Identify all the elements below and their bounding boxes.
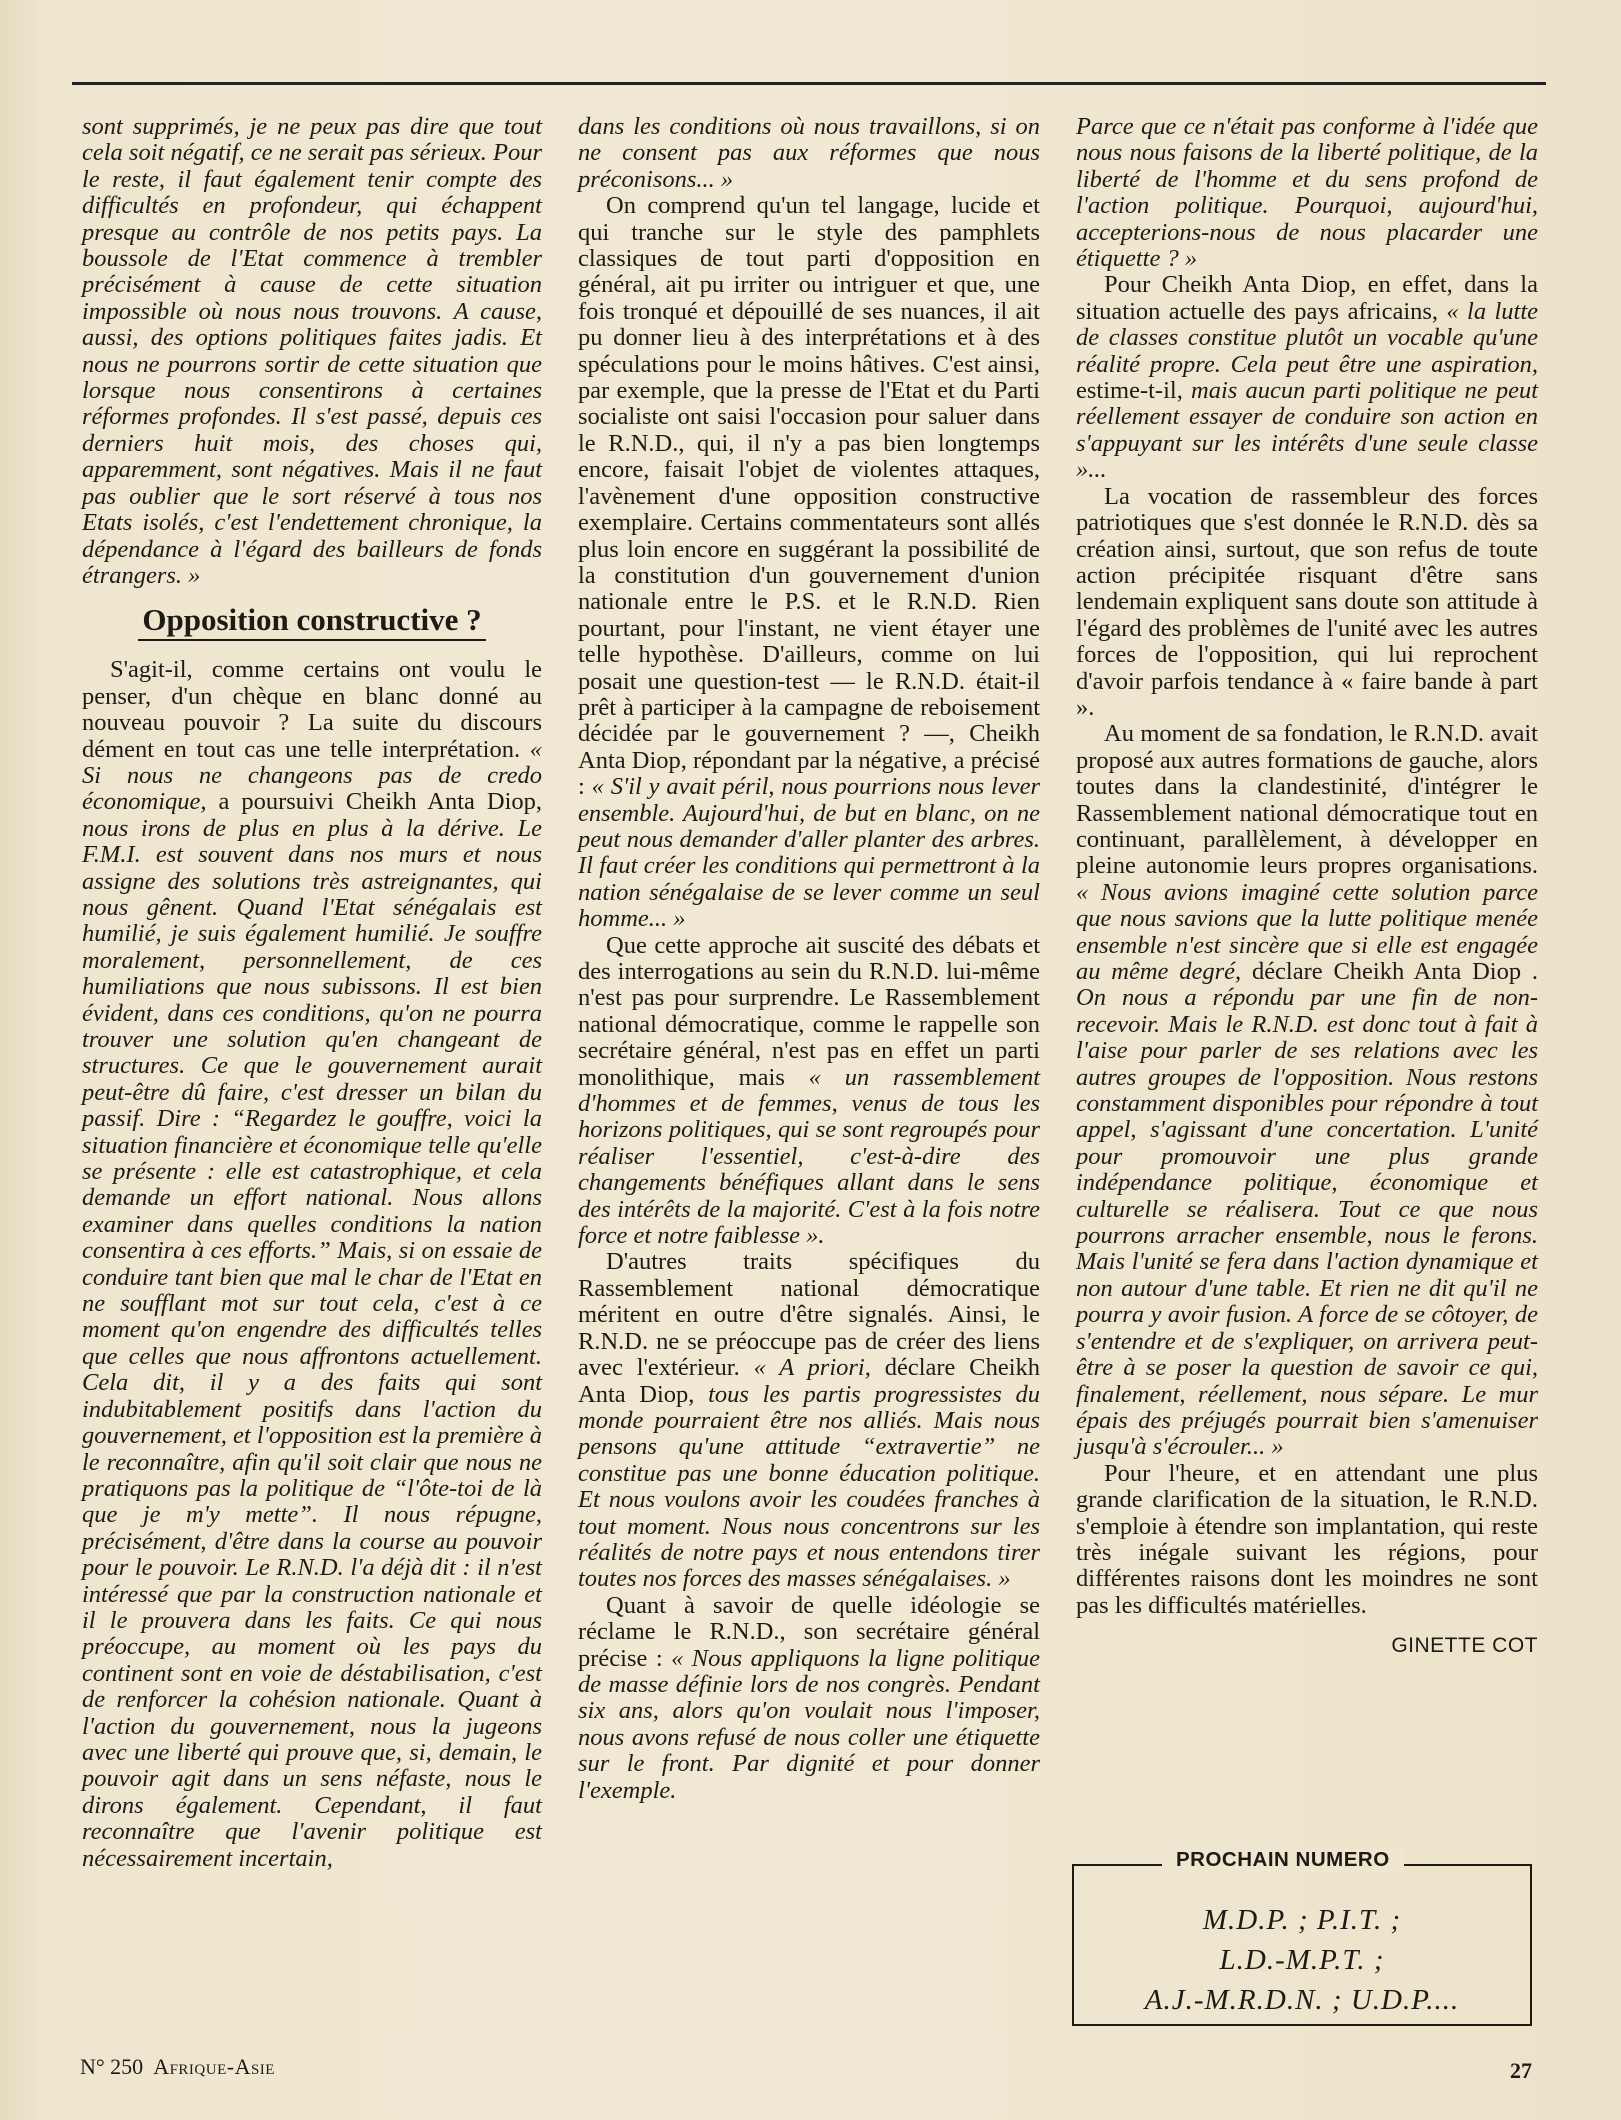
quote-continuation: Parce que ce n'était pas conforme à l'idée que nous nous faisons de la liberté politique, de la liberté de l'homme et du sens profond de l'action politique. Pourquoi, aujourd'hui, accepterions-nous de nous placarder une étiquette ? » [1076, 113, 1538, 273]
quote-continuation: dans les conditions où nous travaillons, si on ne consent pas aux réformes que nous préconisons... » [578, 113, 1040, 193]
article-column-3 [1076, 114, 1538, 1660]
paragraph: Que cette approche ait suscité des débats et des interrogations au sein du R.N.D. lui-même n'est pas pour surprendre. Le Rassemblement national démocratique, comme le rappelle son secrétaire général, n'est pas en effet un parti monolithique, mais « un rassemblement d'hommes et de femmes, venus de tous les horizons politiques, qui se sont regroupés pour réaliser l'essentiel, c'est-à-dire des changements bénéfiques allant dans le sens des intérêts de la majorité. C'est à la fois notre force et notre faiblesse ». [578, 931, 1040, 1250]
page-number: 27 [1510, 2058, 1532, 2083]
intro-paragraph: sont supprimés, je ne peux pas dire que tout cela soit négatif, ce ne serait pas sérieux. Pour le reste, il faut également tenir compte des difficultés en profondeur, qui échappent presque au contrôle de nos petits pays. La boussole de l'Etat commence à trembler précisément à cause de cette situation impossible où nous nous trouvons. A cause, aussi, des options politiques faites jadis. Et nous ne pourrons sortir de cette situation que lorsque nous consentirons à certaines réformes profondes. Il s'est passé, depuis ces derniers huit mois, des choses qui, apparemment, sont négatives. Mais il ne faut pas oublier que le sort réservé à tous nos Etats isolés, c'est l'endettement chronique, la dépendance à l'égard des bailleurs de fonds étrangers. » [82, 113, 542, 589]
paragraph: Au moment de sa fondation, le R.N.D. avait proposé aux autres formations de gauche, alors toutes dans la clandestinité, d'intégrer le Rassemblement national démocratique tout en continuant, parallèlement, à développer en pleine autonomie leurs propres organisations. « Nous avions imaginé cette solution parce que nous savions que la lutte politique menée ensemble n'est sincère que si elle est engagée au même degré, déclare Cheikh Anta Diop . On nous a répondu par une fin de non-recevoir. Mais le R.N.D. est donc tout à fait à l'aise pour parler de ses relations avec les autres groupes de l'opposition. Nous restons constamment disponibles pour répondre à tout appel, s'agissant d'une concertation. L'unité pour promouvoir une plus grande indépendance politique, économique et culturelle se réalisera. Tout ce que nous pourrons arracher ensemble, nous le ferons. Mais l'unité se fera dans l'action dynamique et non autour d'une table. Et rien ne dit qu'il ne pourra y avoir fusion. A force de se côtoyer, de s'entendre et de s'expliquer, on arrivera peut-être à se poser la question de savoir ce qui, finalement, réellement, nous sépare. Le mur épais des préjugés pourrait bien s'amenuiser jusqu'à s'écrouler... » [1076, 720, 1538, 1461]
issue-number: N° 250 [80, 2054, 144, 2079]
next-issue-title: PROCHAIN NUMERO [1162, 1848, 1404, 1872]
next-issue-line: A.J.-M.R.D.N. ; U.D.P.... [1144, 1984, 1460, 2016]
next-issue-box [1072, 1848, 1532, 2026]
magazine-name: Afrique-Asie [153, 2054, 275, 2079]
footer-issue [80, 2054, 275, 2080]
header-bleed-through [60, 0, 1560, 70]
top-rule [72, 82, 1546, 85]
article-column-2 [578, 114, 1040, 1804]
paragraph: Pour l'heure, et en attendant une plus grande clarification de la situation, le R.N.D. s'emploie à étendre son implantation, qui reste très inégale suivant les régions, pour différentes raisons dont les moindres ne sont pas les difficultés matérielles. [1076, 1459, 1538, 1619]
paragraph: Quant à savoir de quelle idéologie se réclame le R.N.D., son secrétaire général précise : « Nous appliquons la ligne politique de masse définie lors de nos congrès. Pendant six ans, alors qu'on voulait nous l'imposer, nous avons refusé de nous coller une étiquette sur le front. Par dignité et pour donner l'exemple. [578, 1591, 1041, 1804]
author-signature: GINETTE COT [1391, 1634, 1538, 1658]
section-subheading: Opposition constructive ? [82, 603, 542, 641]
paragraph: La vocation de rassembleur des forces patriotiques que s'est donnée le R.N.D. dès sa création ainsi, surtout, que son refus de toute action précipitée risquant d'être sans lendemain expliquent sans doute son attitude à l'égard des problèmes de l'unité avec les autres forces de l'opposition, qui lui reprochent d'avoir parfois tendance à « faire bande à part ». [1076, 482, 1538, 721]
paragraph: S'agit-il, comme certains ont voulu le penser, d'un chèque en blanc donné au nouveau pouvoir ? La suite du discours dément en tout cas une telle interprétation. « Si nous ne changeons pas de credo économique, a poursuivi Cheikh Anta Diop, nous irons de plus en plus à la dérive. Le F.M.I. est souvent dans nos murs et nous assigne des solutions très astreignantes, qui nous gênent. Quand l'Etat sénégalais est humilié, je suis également humilié. Je souffre moralement, personnellement, de ces humiliations que nous subissons. Il est bien évident, dans ces conditions, qu'on ne pourra trouver une solution qu'en changeant de structures. Ce que le gouvernement aurait peut-être dû faire, c'est dresser un bilan du passif. Dire : “Regardez le gouffre, voici la situation financière et économique telle qu'elle se présente : elle est catastrophique, et cela demande un effort national. Nous allons examiner dans quelles conditions la nation consentira à ces efforts.” Mais, si on essaie de conduire tant bien que mal le char de l'Etat en ne soufflant mot sur tout cela, c'est à ce moment qu'on engendre des difficultés telles que celles que nous affrontons actuellement. Cela dit, il y a des faits qui sont indubitablement positifs dans l'action du gouvernement, et l'opposition est la première à le reconnaître, afin qu'il soit clair que nous ne pratiquons pas la politique de “l'ôte-toi de là que je m'y mette”. Il nous répugne, précisément, d'être dans la course au pouvoir pour le pouvoir. Le R.N.D. l'a déjà dit : il n'est intéressé que par la construction nationale et il le prouvera dans les faits. Ce qui nous préoccupe, au moment où les pays du continent sont en voie de déstabilisation, c'est de renforcer la cohésion nationale. Quant à l'action du gouvernement, nous la jugeons avec une liberté qui prouve que, si, demain, le pouvoir agit dans un sens néfaste, nous le dirons également. Cependant, il faut reconnaître que l'avenir politique est nécessairement incertain, [82, 656, 542, 1872]
paragraph: D'autres traits spécifiques du Rassemblement national démocratique méritent en outre d'être signalés. Ainsi, le R.N.D. ne se préoccupe pas de créer des liens avec l'extérieur. « A priori, déclare Cheikh Anta Diop, tous les partis progressistes du monde pourraient être nos alliés. Mais nous pensons qu'une attitude “extravertie” ne constitue pas une bonne éducation politique. Et nous voulons avoir les coudées franches à tout moment. Nous nous concentrons sur les réalités de notre pays et nous entendons tirer toutes nos forces des masses sénégalaises. » [578, 1248, 1041, 1593]
next-issue-line: M.D.P. ; P.I.T. ; [1202, 1904, 1402, 1936]
paragraph: Pour Cheikh Anta Diop, en effet, dans la situation actuelle des pays africains, « la lutte de classes constitue plutôt un vocable qu'une réalité propre. Cela peut être une aspiration, estime-t-il, mais aucun parti politique ne peut réellement essayer de conduire son action en s'appuyant sur les intérêts d'une seule classe »... [1076, 271, 1539, 484]
article-column-1 [82, 114, 542, 1872]
next-issue-line: L.D.-M.P.T. ; [1219, 1944, 1385, 1976]
paragraph: On comprend qu'un tel langage, lucide et qui tranche sur le style des pamphlets classiques de tout parti d'opposition en général, ait pu irriter ou intriguer et que, une fois tronqué et dépouillé de ses nuances, il ait pu donner lieu à des interprétations et à des spéculations pour le moins hâtives. C'est ainsi, par exemple, que la presse de l'Etat et du Parti socialiste ont saisi l'occasion pour saluer dans le R.N.D., qui, il n'y a pas bien longtemps encore, faisait l'objet de violentes attaques, l'avènement d'une opposition constructive exemplaire. Certains commentateurs sont allés plus loin encore en suggérant la possibilité de la constitution d'un gouvernement d'union nationale entre le P.S. et le R.N.D. Rien pourtant, pour l'instant, ne vient étayer une telle hypothèse. D'ailleurs, comme on lui posait une question-test — le R.N.D. était-il prêt à participer à la campagne de reboisement décidée par le gouvernement ? —, Cheikh Anta Diop, répondant par la négative, a précisé : « S'il y avait péril, nous pourrions nous lever ensemble. Aujourd'hui, de but en blanc, on ne peut nous demander d'aller planter des arbres. Il faut créer les conditions qui permettront à la nation sénégalaise de se lever comme un seul homme... » [578, 192, 1041, 933]
